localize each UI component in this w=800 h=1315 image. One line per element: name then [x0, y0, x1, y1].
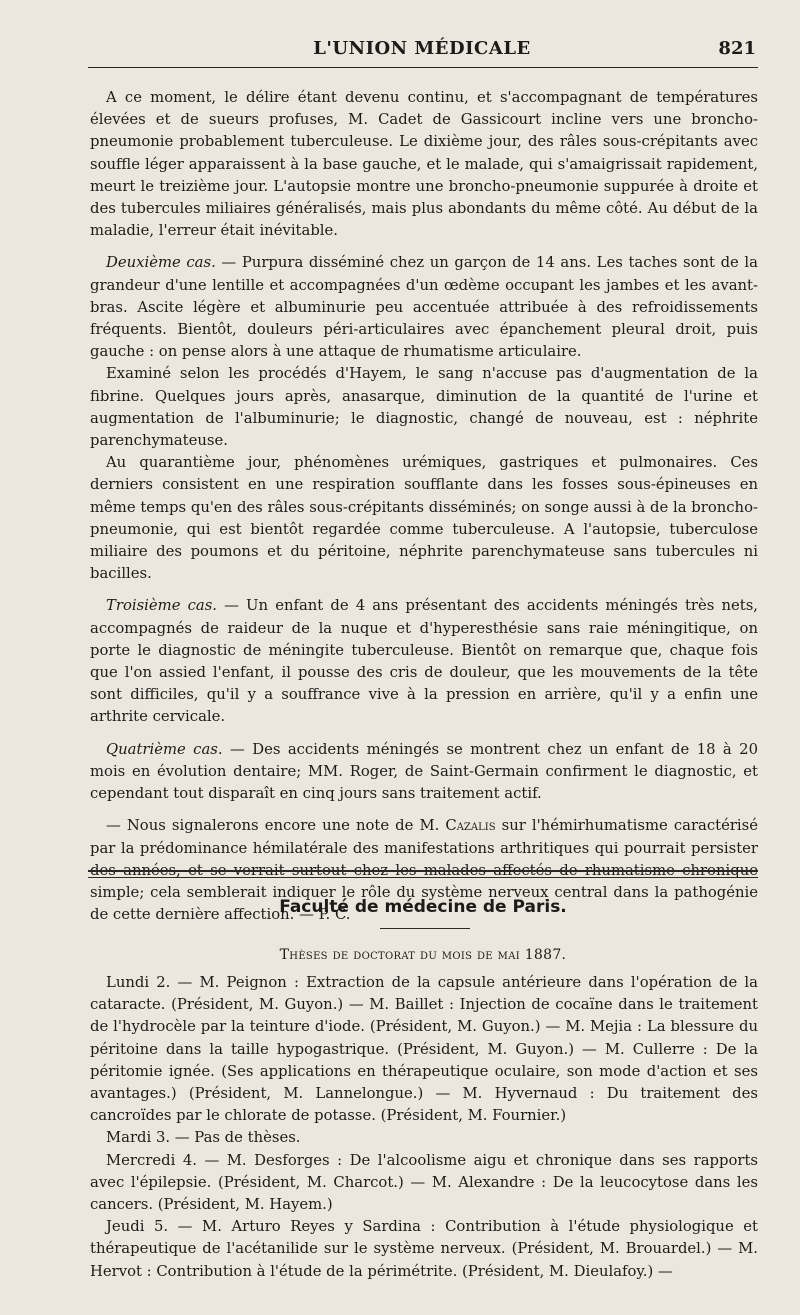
case-text: — Purpura disséminé chez un garçon de 14 ans. Les taches sont de la grandeur d'une lentille et accompagnées d'un œdème occupant les jambes et les avant-bras. Ascite légère et albuminurie peu accentuée attribuée à des refroidissements fréquents. Bientôt, douleurs péri-articulaires avec épanchement pleural droit, puis gauche : on pense alors à une attaque de rhumatisme articulaire. [90, 254, 758, 361]
article-body [90, 87, 758, 926]
theses-entry: Lundi 2. — M. Peignon : Extraction de la capsule antérieure dans l'opération de la cataracte. (Président, M. Guyon.) — M. Baillet : Injection de cocaïne dans le traitement de l'hydrocèle par la teinture d'iode. (Président, M. Guyon.) — M. Mejia : La blessure du péritoine dans la taille hypogastrique. (Président, M. Guyon.) — M. Cullerre : De la péritomie ignée. (Ses applications en thérapeutique oculaire, son mode d'action et ses avantages.) (Président, M. Lannelongue.) — M. Hyvernaud : Du traitement des cancroïdes par le chlorate de potasse. (Président, M. Fournier.) [90, 974, 758, 1125]
theses-list [90, 972, 758, 1283]
paragraph-fortieth-day: Au quarantième jour, phénomènes urémiques, gastriques et pulmonaires. Ces derniers consistent en une respiration soufflante dans les fosses sous-épineuses en même temps qu'en des râles sous-crépitants disséminés; on songe aussi à de la broncho-pneumonie, qui est bientôt regardée comme tuberculeuse. A l'autopsie, tuberculose miliaire des poumons et du péritoine, néphrite parenchymateuse sans tubercules ni bacilles. [90, 454, 758, 583]
paragraph-third-case [90, 595, 758, 728]
section-divider [88, 870, 758, 878]
case-label: Troisième cas. [106, 597, 217, 615]
theses-entry: Mercredi 4. — M. Desforges : De l'alcoolisme aigu et chronique dans ses rapports avec l'épilepsie. (Président, M. Charcot.) — M. Alexandre : De la leucocytose dans les cancers. (Président, M. Hayem.) [90, 1151, 758, 1214]
case-label: Deuxième cas. [106, 254, 216, 272]
theses-entry: Mardi 3. — Pas de thèses. [106, 1129, 301, 1147]
theses-entry: Jeudi 5. — M. Arturo Reyes y Sardina : Contribution à l'étude physiologique et thérapeutique de l'acétanilide sur le système nerveux. (Président, M. Brouardel.) — M. Hervot : Contribution à l'étude de la périmétrite. (Président, M. Dieulafoy.) — [90, 1218, 758, 1280]
paragraph-second-case [90, 252, 758, 363]
case-text: — Des accidents méningés se montrent chez un enfant de 18 à 20 mois en évolution dentaire; MM. Roger, de Saint-Germain confirment le diagnostic, et cependant tout disparaît en cinq jours sans traitement actif. [90, 740, 758, 803]
note-intro: — Nous signalerons encore une note de M. [106, 817, 446, 835]
journal-title: L'UNION MÉDICALE [313, 38, 531, 59]
page-number: 821 [718, 38, 756, 59]
heading-rule [380, 928, 470, 929]
running-header [88, 38, 756, 68]
case-text: — Un enfant de 4 ans présentant des accidents méningés très nets, accompagnés de raideur de la nuque et d'hyperesthésie sans raie méningitique, on porte le diagnostic de méningite tuberculeuse. Bientôt on remarque que, chaque fois que l'on assied l'enfant, il pousse des cris de douleur, que les mouvements de la tête sont difficiles, qu'il y a souffrance vive à la pression en arrière, qu'il y a enfin une arthrite cervicale. [90, 597, 758, 726]
theses-subheading: Thèses de doctorat du mois de mai 1887. [279, 947, 567, 963]
paragraph-first-case-end: A ce moment, le délire étant devenu continu, et s'accompagnant de températures élevées et de sueurs profuses, M. Cadet de Gassicourt incline vers une broncho-pneumonie probablement tuberculeuse. Le dixième jour, des râles sous-crépitants avec souffle léger apparaissent à la base gauche, et le malade, qui s'amaigrissait rapidement, meurt le treizième jour. L'autopsie montre une broncho-pneumonie suppurée à droite et des tubercules miliaires généralisés, mais plus abondants du même côté. Au début de la maladie, l'erreur était inévitable. [90, 89, 758, 240]
note-text: sur l'hémirhumatisme caractérisé par la prédominance hémilatérale des manifestations arthritiques qui pourrait persister des années, et se verrait surtout chez les malades affectés de rhumatisme chronique simple; cela semblerait indiquer le rôle du système nerveux central dans la pathogénie de cette dernière affection. — P. C. [90, 817, 758, 924]
author-name: Cazalis [445, 817, 496, 835]
paragraph-hayem: Examiné selon les procédés d'Hayem, le sang n'accuse pas d'augmentation de la fibrine. Quelques jours après, anasarque, diminution de la quantité de l'urine et augmentation de l'albuminurie; le diagnostic, changé de nouveau, est : néphrite parenchymateuse. [90, 365, 758, 450]
header-rule [88, 67, 758, 68]
paragraph-fourth-case [90, 739, 758, 806]
case-label: Quatrième cas. [106, 740, 223, 758]
section-heading: Faculté de médecine de Paris. [279, 897, 567, 917]
